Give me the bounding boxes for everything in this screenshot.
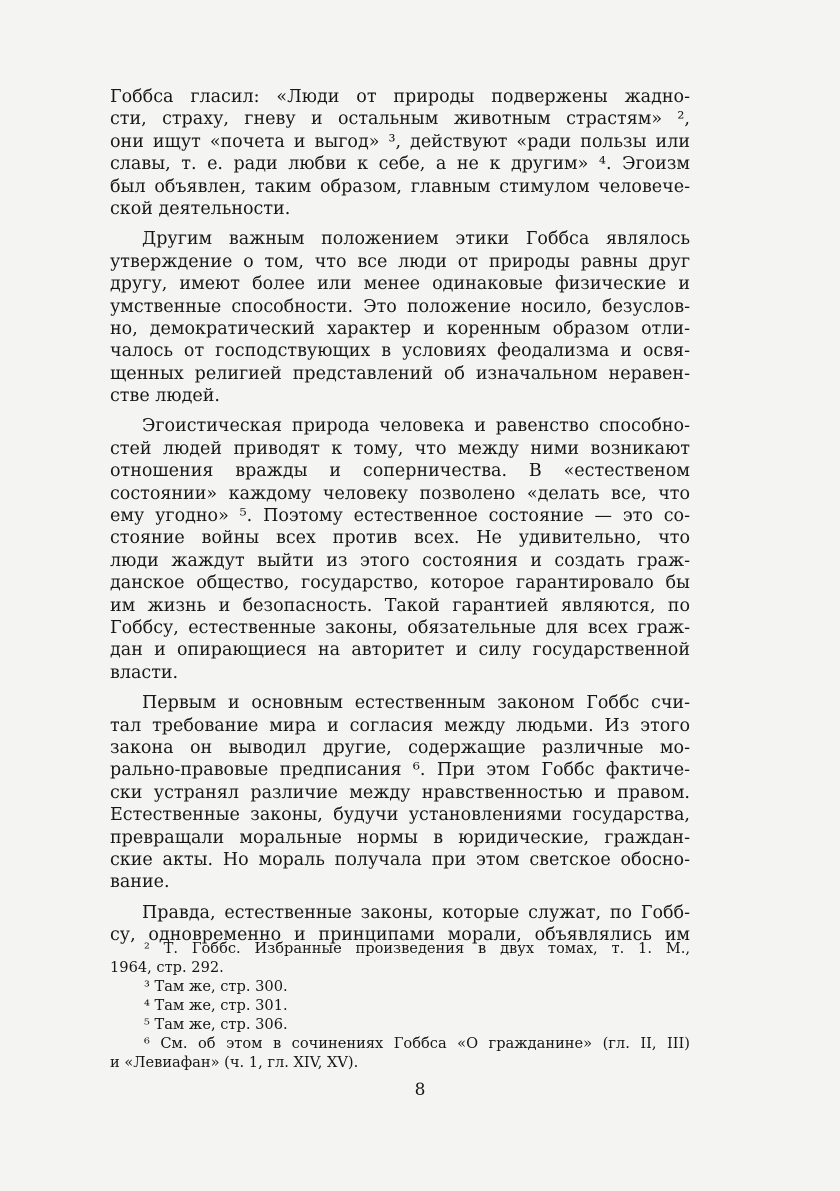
text-line: тал требование мира и согласия между людьми. Из этого (110, 715, 690, 736)
text-line: превращали моральные нормы в юридические, граждан- (110, 827, 690, 848)
text-line: Эгоистическая природа человека и равенство способно- (142, 416, 690, 437)
footnote-4: ⁴ Там же, стр. 301. (144, 997, 288, 1014)
footnote-2: ² Т. Гоббс. Избранные произведения в двух томах, т. 1. М., (144, 940, 690, 957)
text-line: умственные способности. Это положение носило, безуслов- (110, 296, 690, 317)
text-line: стояние войны всех против всех. Не удивительно, что (110, 528, 690, 549)
text-line: отношения вражды и соперничества. В «естественом (110, 461, 690, 482)
footnote-5: ⁵ Там же, стр. 306. (144, 1016, 288, 1033)
text-line: данское общество, государство, которое гарантировало бы (110, 573, 690, 594)
text-line: состоянии» каждому человеку позволено «делать все, что (110, 483, 690, 504)
footnote-6-continuation: и «Левиафан» (ч. 1, гл. XIV, XV). (110, 1054, 359, 1071)
text-line: дан и опирающиеся на авторитет и силу государственной (110, 640, 690, 661)
text-line: закона он выводил другие, содержащие различные мо- (110, 737, 690, 758)
text-line: чалось от господствующих в условиях феодализма и освя- (110, 341, 690, 362)
text-line: щенных религией представлений об изначальном неравен- (110, 363, 690, 384)
paragraph-4 (110, 692, 690, 894)
text-line: ской деятельности. (110, 198, 291, 219)
text-line: рально-правовые предписания ⁶. При этом Гоббс фактиче- (110, 760, 690, 781)
text-line: был объявлен, таким образом, главным стимулом человече- (110, 176, 690, 197)
paragraph-3 (110, 415, 690, 684)
text-line: им жизнь и безопасность. Такой гарантией являются, по (110, 595, 690, 616)
text-line: стей людей приводят к тому, что между ними возникают (110, 438, 690, 459)
paragraph-1 (110, 86, 690, 220)
text-line: ему угодно» ⁵. Поэтому естественное состояние — это со- (110, 506, 690, 527)
paragraph-2 (110, 228, 690, 407)
text-line: ские акты. Но мораль получала при этом светское обосно- (110, 849, 690, 870)
footnotes (110, 939, 690, 1072)
text-line: вание. (110, 872, 170, 893)
text-line: утверждение о том, что все люди от природы равны друг (110, 251, 690, 272)
text-line: Правда, естественные законы, которые служат, по Гобб- (142, 902, 690, 923)
footnote-2-continuation: 1964, стр. 292. (110, 959, 224, 976)
text-line: су, одновременно и принципами морали, объявлялись им (110, 925, 690, 946)
text-line: Первым и основным естественным законом Гоббс счи- (142, 693, 690, 714)
text-line: сти, страху, гневу и остальным животным страстям» ², (110, 109, 690, 130)
text-line: Гоббса гласил: «Люди от природы подвержены жадно- (110, 87, 690, 107)
text-line: славы, т. е. ради любви к себе, а не к другим» ⁴. Эгоизм (110, 154, 690, 175)
body-text (110, 86, 690, 954)
text-line: ски устранял различие между нравственностью и правом. (110, 782, 690, 803)
text-line: стве людей. (110, 386, 220, 407)
text-line: другу, имеют более или менее одинаковые физические и (110, 274, 690, 295)
text-line: люди жаждут выйти из этого состояния и создать граж- (110, 550, 690, 571)
text-line: Другим важным положением этики Гоббса являлось (142, 229, 690, 250)
text-line: Гоббсу, естественные законы, обязательные для всех граж- (110, 617, 690, 638)
footnote-6: ⁶ См. об этом в сочинениях Гоббса «О гражданине» (гл. II, III) (144, 1035, 690, 1052)
text-line: Естественные законы, будучи установлениями государства, (110, 805, 690, 826)
page-number: 8 (414, 1080, 426, 1100)
footnote-3: ³ Там же, стр. 300. (144, 978, 288, 995)
text-line: но, демократический характер и коренным образом отли- (110, 318, 690, 339)
text-line: власти. (110, 662, 179, 683)
text-line: они ищут «почета и выгод» ³, действуют «ради пользы или (110, 131, 690, 152)
